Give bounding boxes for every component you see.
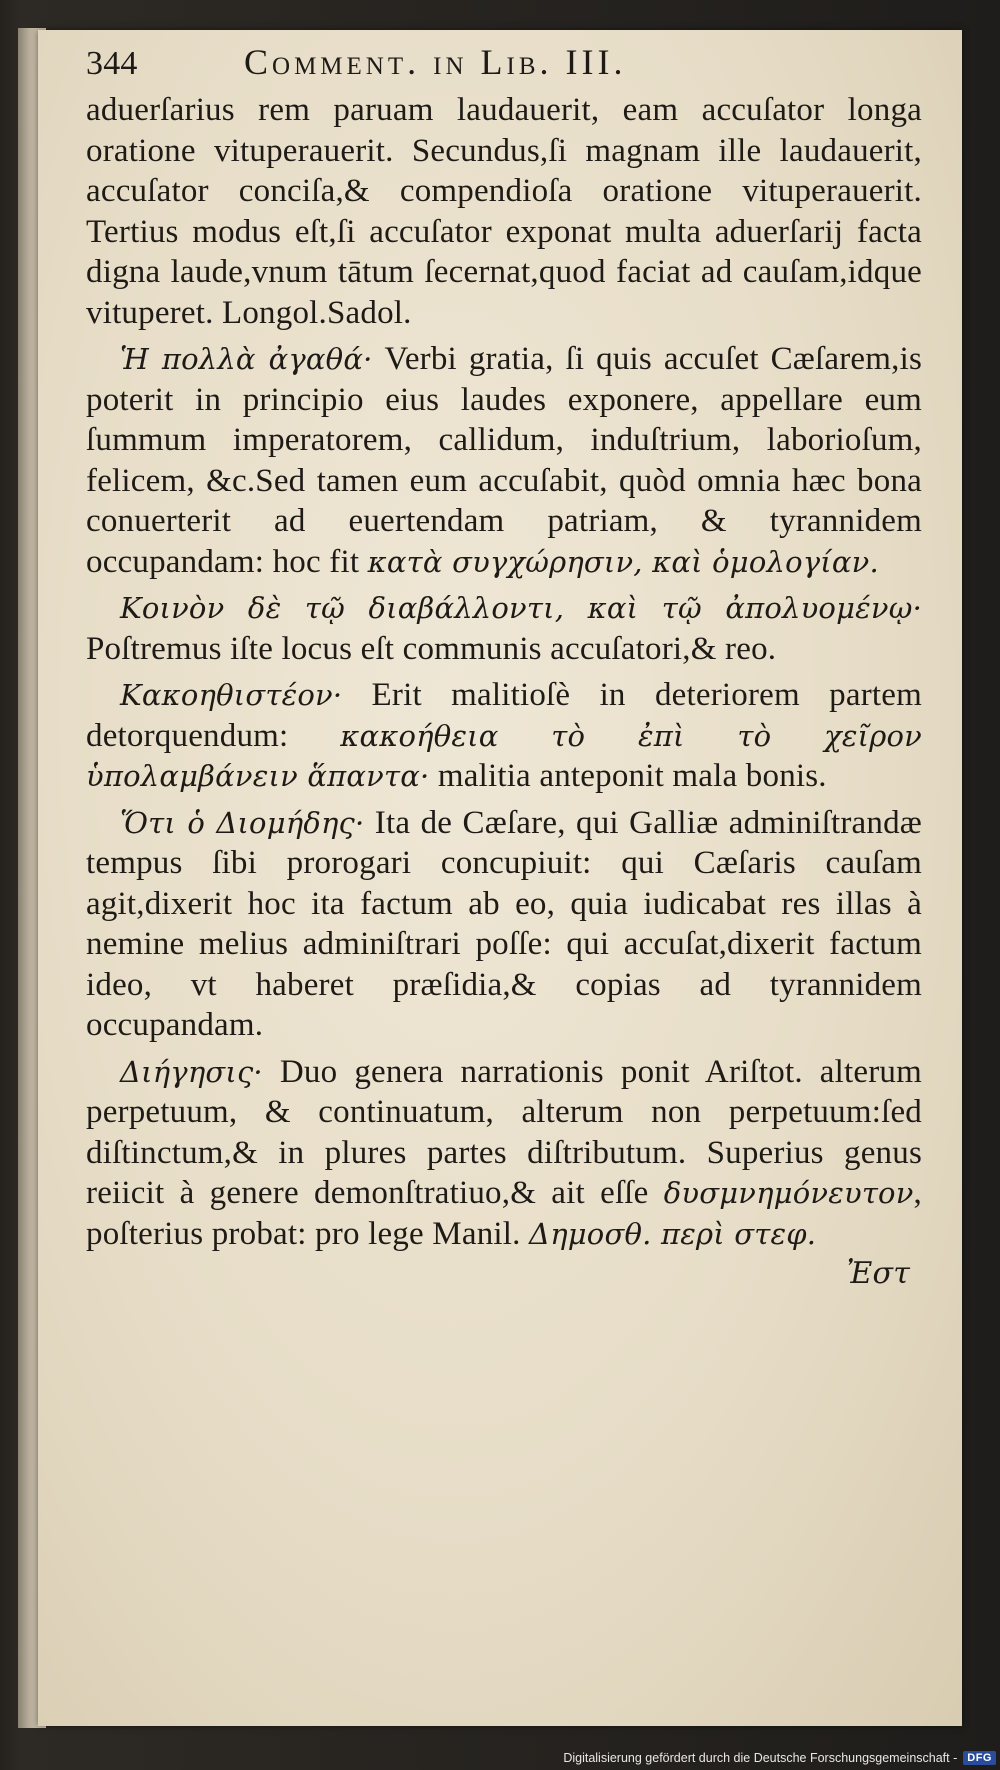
greek-lemma: Δημοσθ. περὶ στεφ. [529,1216,817,1251]
latin-text: Erit malitioſè in deteriorem partem detorquendum: [86,677,922,754]
paragraph [86,1052,922,1255]
page-text [86,42,922,1295]
greek-lemma: Ἡ πολλὰ ἀγαθά· [120,342,373,376]
page-header [86,42,922,90]
latin-text: malitia anteponit mala bonis. [429,758,827,794]
greek-lemma: Κοινὸν δὲ τῷ διαβάλλοντι, καὶ τῷ ἀπολυομένῳ· [120,591,922,625]
catchword-line [86,1254,922,1295]
greek-lemma: κατὰ συγχώρησιν, καὶ ὁμολογίαν. [367,544,879,579]
dfg-logo: DFG [963,1751,996,1765]
paragraph [86,588,922,669]
body-text [86,90,922,1254]
paragraph [86,90,922,333]
greek-lemma: δυσμνημόνευτον [663,1176,914,1210]
latin-text: Ita de Cæſare, qui Galliæ adminiſtrandæ tempus ſibi prorogari concupiuit: qui Cæſaris cauſam agit,dixerit hoc ita factum ab eo, quia iudicabat res illas à nemine melius adminiſtrari poſſe: qui accuſat,dixerit factum ideo, vt haberet præſidia,& copias ad tyrannidem occupandam. [86,804,922,1043]
greek-lemma: Διήγησις· [120,1054,263,1089]
running-title: Comment. in Lib. III. [244,42,627,82]
paragraph [86,675,922,797]
greek-lemma: κακοήθεια τὸ ἐπὶ τὸ χεῖρον ὑπολαμβάνειν ἅπαντα· [86,718,922,793]
greek-lemma: Ὅτι ὁ Διομήδης· [120,805,365,840]
paragraph [86,803,922,1046]
paragraph [86,339,922,582]
greek-lemma: Κακοηθιστέον· [120,678,343,712]
digitization-footer [563,1748,996,1768]
catchword: Ἐστ [846,1256,910,1291]
latin-text: Verbi gratia, ſi quis accuſet Cæſarem,is poterit in principio eius laudes exponere, appellare eum ſummum imperatorem, callidum, induſtrium, laborioſum, felicem, &c.Sed tamen eum accuſabit, quòd omnia hæc bona conuerterit ad euertendam patriam, & tyrannidem occupandam: hoc fit [86,341,922,580]
latin-text: aduerſarius rem paruam laudauerit, eam accuſator longa oratione vituperauerit. Secundus,ſi magnam ille laudauerit, accuſator conciſa,& compendioſa oratione vituperauerit. Tertius modus eſt,ſi accuſator exponat multa aduerſarij facta digna laude,vnum tātum ſecernat,quod faciat ad cauſam,idque vituperet. Longol.Sadol. [86,92,922,331]
latin-text: Poſtremus iſte locus eſt communis accuſatori,& reo. [86,630,777,667]
footer-text: Digitalisierung gefördert durch die Deutsche Forschungsgemeinschaft - [563,1751,958,1765]
page-number: 344 [86,45,138,82]
latin-text: , poſterius probat: pro lege Manil. [86,1175,922,1252]
latin-text: Duo genera narrationis ponit Ariſtot. alterum perpetuum, & continuatum, alterum non perpetuum:ſed diſtinctum,& in plures partes diſtributum. Superius genus reiicit à genere demonſtratiuo,& ait eſſe [86,1053,922,1211]
